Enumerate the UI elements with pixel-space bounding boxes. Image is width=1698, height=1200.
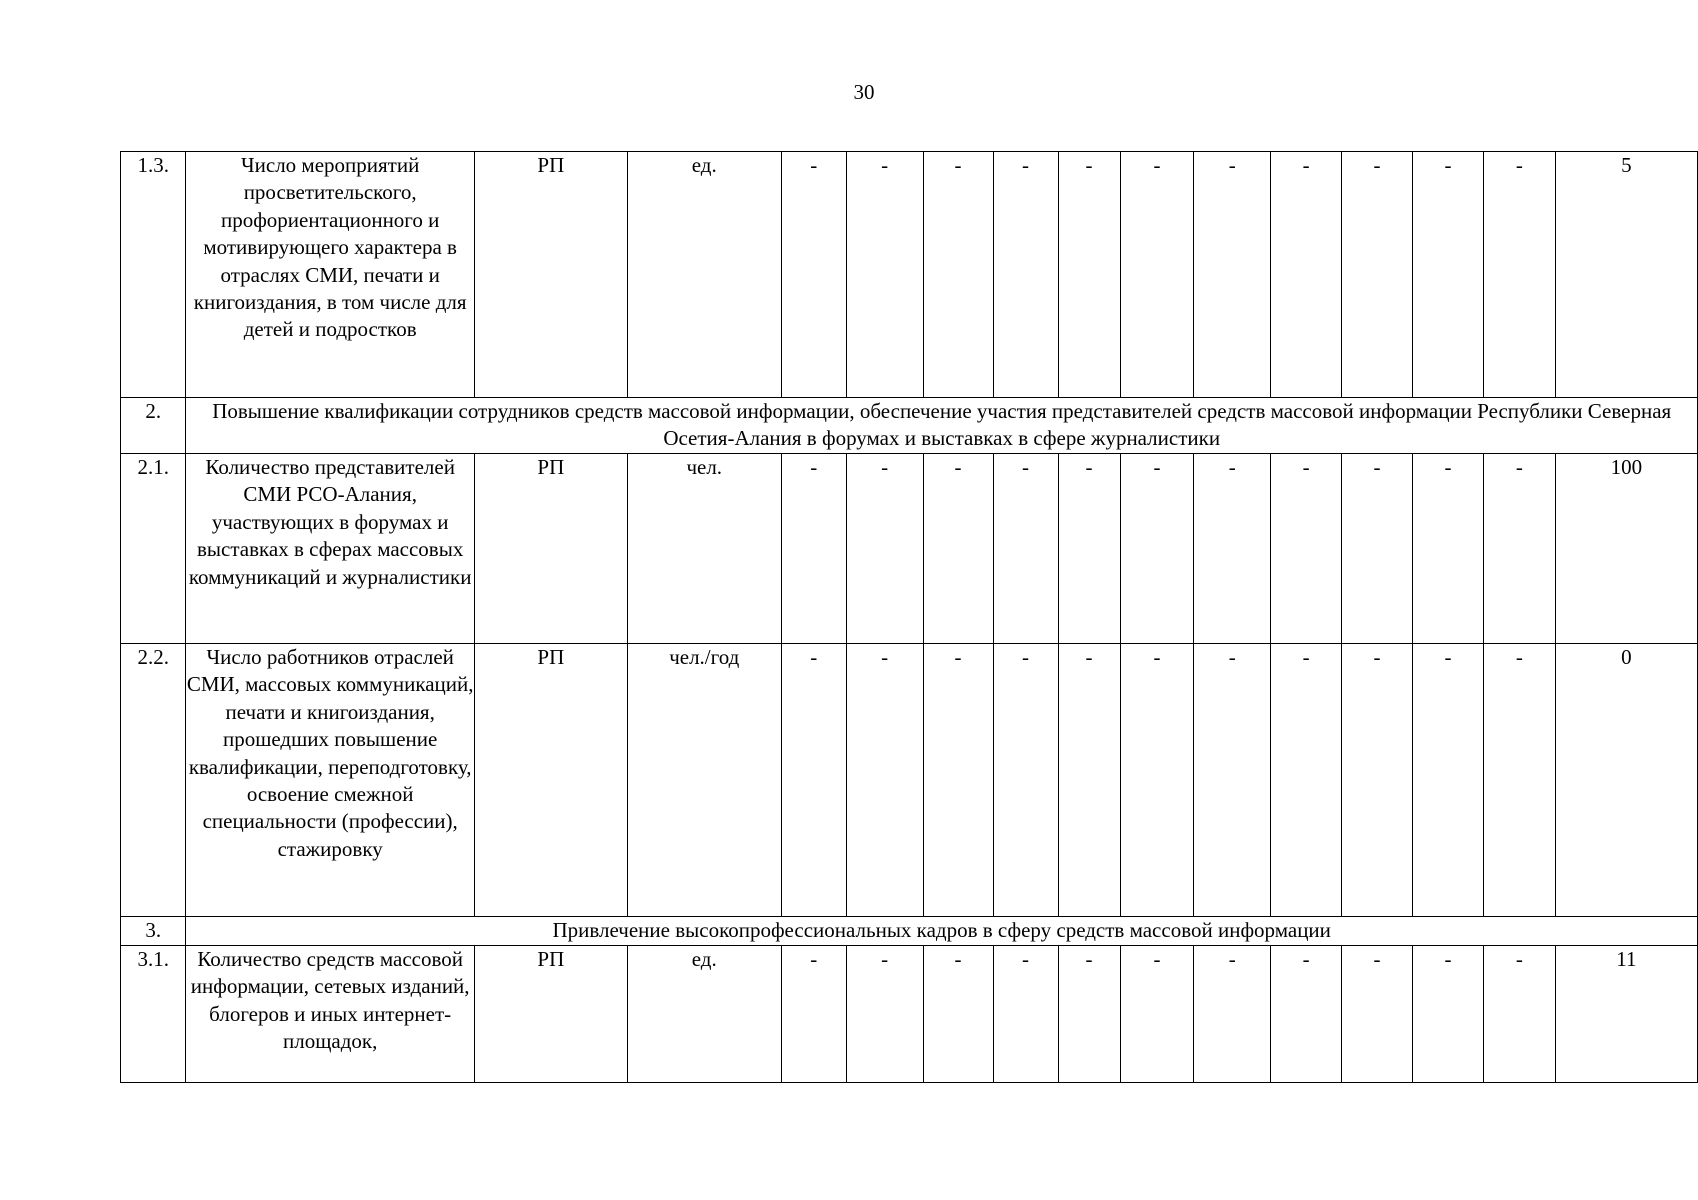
value-cell: - bbox=[1058, 152, 1120, 398]
value-cell: - bbox=[1058, 946, 1120, 1083]
value-cell: - bbox=[1483, 152, 1555, 398]
value-cell: - bbox=[1413, 152, 1484, 398]
value-cell: - bbox=[1120, 454, 1194, 644]
value-cell: - bbox=[1271, 946, 1342, 1083]
value-cell: - bbox=[846, 454, 923, 644]
section-number: 3. bbox=[121, 917, 186, 946]
table-row bbox=[121, 946, 1698, 1083]
indicator-name: Число мероприятий просветительского, профориентационного и мотивирующего характера в отраслях СМИ, печати и книгоиздания, в том числе для детей и подростков bbox=[186, 152, 475, 398]
indicators-table bbox=[120, 151, 1698, 1083]
row-number: 1.3. bbox=[121, 152, 186, 398]
value-cell: - bbox=[1413, 946, 1484, 1083]
indicator-level: РП bbox=[474, 454, 627, 644]
value-cell: - bbox=[1413, 644, 1484, 917]
value-cell: - bbox=[923, 644, 993, 917]
indicator-unit: чел./год bbox=[627, 644, 781, 917]
indicator-name: Количество средств массовой информации, сетевых изданий, блогеров и иных интернет-площадок, bbox=[186, 946, 475, 1083]
row-number: 2.2. bbox=[121, 644, 186, 917]
value-cell: - bbox=[781, 152, 846, 398]
value-cell: - bbox=[1483, 946, 1555, 1083]
indicator-level: РП bbox=[474, 644, 627, 917]
value-cell: - bbox=[993, 946, 1058, 1083]
value-cell: - bbox=[993, 644, 1058, 917]
value-cell: - bbox=[1120, 946, 1194, 1083]
value-cell: - bbox=[781, 454, 846, 644]
indicator-name: Число работников отраслей СМИ, массовых коммуникаций, печати и книгоиздания, прошедших повышение квалификации, переподготовку, освоение смежной специальности (профессии), стажировку bbox=[186, 644, 475, 917]
value-cell: - bbox=[993, 152, 1058, 398]
table-row bbox=[121, 644, 1698, 917]
value-cell: - bbox=[1194, 946, 1271, 1083]
value-cell: - bbox=[993, 454, 1058, 644]
indicator-unit: ед. bbox=[627, 152, 781, 398]
row-number: 2.1. bbox=[121, 454, 186, 644]
indicator-name: Количество представителей СМИ РСО-Алания, участвующих в форумах и выставках в сферах массовых коммуникаций и журналистики bbox=[186, 454, 475, 644]
value-cell: - bbox=[923, 946, 993, 1083]
value-cell: - bbox=[1342, 644, 1413, 917]
value-cell: - bbox=[1120, 152, 1194, 398]
value-cell: - bbox=[1413, 454, 1484, 644]
section-title: Повышение квалификации сотрудников средств массовой информации, обеспечение участия представителей средств массовой информации Республики Северная Осетия-Алания в форумах и выставках в сфере журналистики bbox=[186, 398, 1698, 454]
value-cell: - bbox=[1271, 644, 1342, 917]
value-cell: - bbox=[1120, 644, 1194, 917]
value-cell: - bbox=[923, 454, 993, 644]
table-row bbox=[121, 152, 1698, 398]
value-cell: - bbox=[781, 946, 846, 1083]
value-cell: - bbox=[1194, 454, 1271, 644]
indicator-unit: ед. bbox=[627, 946, 781, 1083]
total-value: 100 bbox=[1555, 454, 1697, 644]
section-number: 2. bbox=[121, 398, 186, 454]
value-cell: - bbox=[1483, 454, 1555, 644]
value-cell: - bbox=[846, 946, 923, 1083]
indicator-level: РП bbox=[474, 152, 627, 398]
indicator-level: РП bbox=[474, 946, 627, 1083]
indicator-unit: чел. bbox=[627, 454, 781, 644]
value-cell: - bbox=[1271, 152, 1342, 398]
section-row bbox=[121, 398, 1698, 454]
value-cell: - bbox=[1342, 946, 1413, 1083]
table-row bbox=[121, 454, 1698, 644]
value-cell: - bbox=[1058, 644, 1120, 917]
value-cell: - bbox=[1194, 644, 1271, 917]
value-cell: - bbox=[1058, 454, 1120, 644]
total-value: 0 bbox=[1555, 644, 1697, 917]
value-cell: - bbox=[781, 644, 846, 917]
section-title: Привлечение высокопрофессиональных кадров в сферу средств массовой информации bbox=[186, 917, 1698, 946]
total-value: 11 bbox=[1555, 946, 1697, 1083]
section-row bbox=[121, 917, 1698, 946]
value-cell: - bbox=[1483, 644, 1555, 917]
value-cell: - bbox=[846, 644, 923, 917]
value-cell: - bbox=[1342, 454, 1413, 644]
value-cell: - bbox=[1194, 152, 1271, 398]
page-number: 30 bbox=[853, 80, 875, 104]
row-number: 3.1. bbox=[121, 946, 186, 1083]
value-cell: - bbox=[1271, 454, 1342, 644]
total-value: 5 bbox=[1555, 152, 1697, 398]
value-cell: - bbox=[846, 152, 923, 398]
value-cell: - bbox=[1342, 152, 1413, 398]
value-cell: - bbox=[923, 152, 993, 398]
